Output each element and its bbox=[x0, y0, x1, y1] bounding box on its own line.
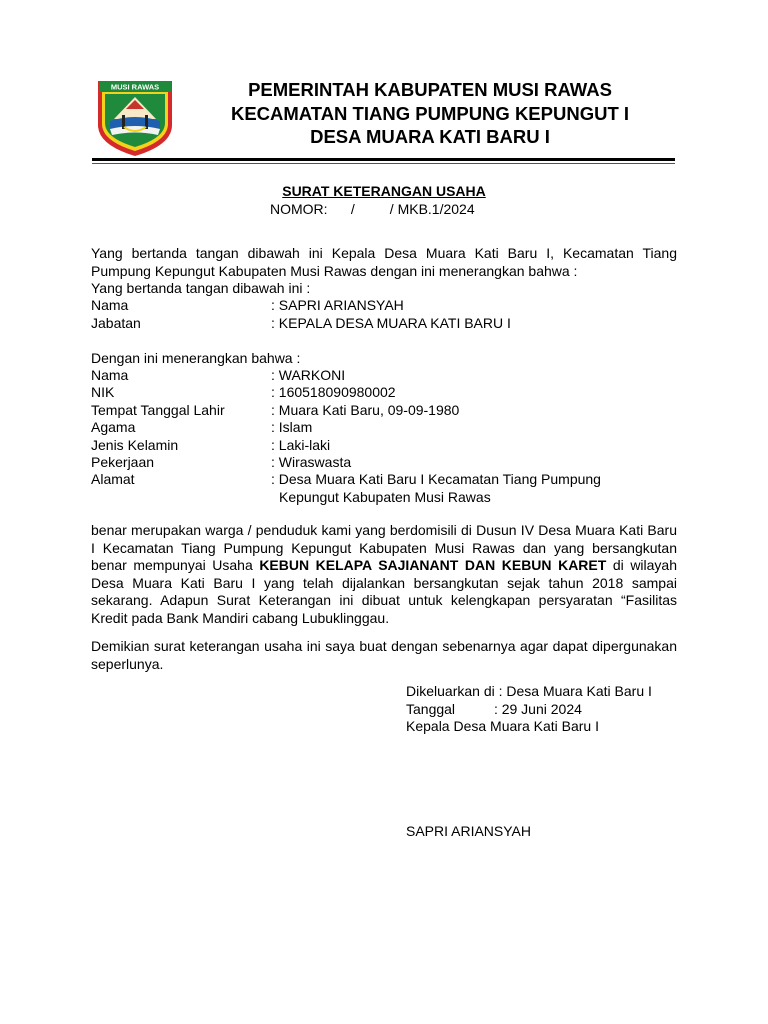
letter-number: NOMOR: / / MKB.1/2024 bbox=[270, 201, 475, 217]
field-label: Nama bbox=[91, 297, 129, 313]
letterhead-village: DESA MUARA KATI BARU I bbox=[310, 126, 550, 147]
letterhead-divider-thick bbox=[92, 158, 675, 161]
letterhead bbox=[180, 78, 680, 149]
musi-rawas-emblem-icon bbox=[96, 79, 174, 157]
letterhead-government: PEMERINTAH KABUPATEN MUSI RAWAS bbox=[248, 79, 612, 100]
field-label: NIK bbox=[91, 384, 115, 400]
field-value: : 160518090980002 bbox=[271, 384, 396, 400]
closing-paragraph: Demikian surat keterangan usaha ini saya buat dengan sebenarnya agar dapat dipergunakan seperlunya. bbox=[91, 638, 677, 672]
field-value: : Wiraswasta bbox=[271, 454, 352, 470]
field-value: : Muara Kati Baru, 09-09-1980 bbox=[271, 402, 460, 418]
body-paragraph bbox=[91, 522, 677, 627]
letter-title: SURAT KETERANGAN USAHA bbox=[282, 183, 486, 199]
field-value: : Laki-laki bbox=[271, 437, 331, 453]
issued-place: Dikeluarkan di : Desa Muara Kati Baru I bbox=[406, 683, 652, 699]
field-value-continued: Kepungut Kabupaten Musi Rawas bbox=[279, 489, 491, 505]
letterhead-divider-thin bbox=[92, 163, 675, 164]
field-label: Tempat Tanggal Lahir bbox=[91, 402, 225, 418]
body-text-part1: benar merupakan warga / penduduk kami yang berdomisili di Dusun IV Desa Muara Kati Baru I Kecamatan Tiang Pumpung Kepungut Kabupaten Musi Rawas dan yang bersangkutan benar mempunyai Usaha bbox=[91, 522, 677, 573]
field-label: Jenis Kelamin bbox=[91, 437, 179, 453]
field-value: : WARKONI bbox=[271, 367, 346, 383]
field-value: : Islam bbox=[271, 419, 313, 435]
intro-line: Yang bertanda tangan dibawah ini : bbox=[91, 280, 311, 296]
field-label: Jabatan bbox=[91, 315, 141, 331]
field-value: : Desa Muara Kati Baru I Kecamatan Tiang Pumpung bbox=[271, 471, 601, 487]
field-label: Pekerjaan bbox=[91, 454, 155, 470]
logo-text: MUSI RAWAS bbox=[110, 82, 160, 92]
subject-intro: Dengan ini menerangkan bahwa : bbox=[91, 350, 301, 366]
business-name: KEBUN KELAPA SAJIANANT DAN KEBUN KARET bbox=[259, 557, 607, 573]
field-label: Agama bbox=[91, 419, 136, 435]
letterhead-district: KECAMATAN TIANG PUMPUNG KEPUNGUT I bbox=[230, 102, 630, 124]
intro-paragraph: Yang bertanda tangan dibawah ini Kepala Desa Muara Kati Baru I, Kecamatan Tiang Pumpung Kepungut Kabupaten Musi Rawas dengan ini menerangkan bahwa : bbox=[91, 245, 677, 279]
signer-name: SAPRI ARIANSYAH bbox=[406, 823, 532, 839]
field-label: Alamat bbox=[91, 471, 135, 487]
field-label: Nama bbox=[91, 367, 129, 383]
signer-position: Kepala Desa Muara Kati Baru I bbox=[406, 718, 599, 734]
field-value: : SAPRI ARIANSYAH bbox=[271, 297, 404, 313]
body-text-part2: di wilayah Desa Muara Kati Baru I yang telah dijalankan bersangkutan sejak tahun 2018 sampai sekarang. Adapun Surat Keterangan ini dibuat untuk kelengkapan persyaratan “Fasilitas Kredit pada Bank Mandiri cabang Lubuklinggau. bbox=[91, 557, 678, 626]
issued-date: Tanggal : 29 Juni 2024 bbox=[406, 701, 582, 717]
field-value: : KEPALA DESA MUARA KATI BARU I bbox=[271, 315, 511, 331]
